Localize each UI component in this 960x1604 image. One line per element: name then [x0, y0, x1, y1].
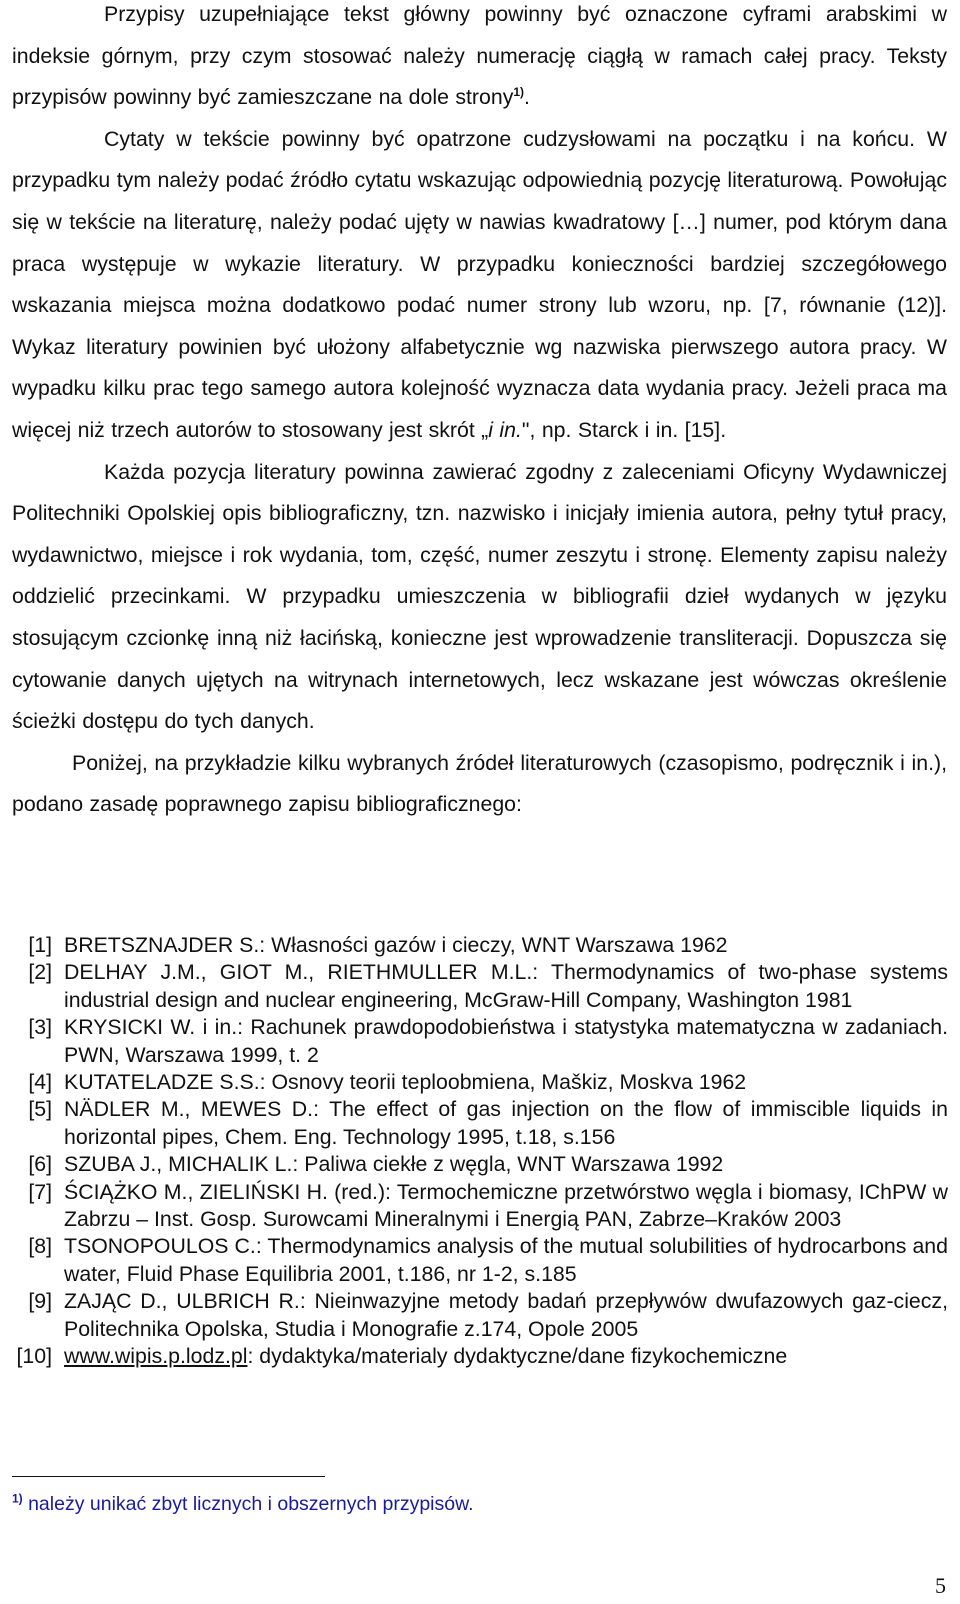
- reference-text: DELHAY J.M., GIOT M., RIETHMULLER M.L.: Thermodynamics of two-phase systems industrial design and nuclear engineering, McGraw-Hill Company, Washington 1981: [64, 960, 948, 1012]
- paragraph-footnotes: Przypisy uzupełniające tekst główny powinny być oznaczone cyframi arabskimi w indeksie górnym, przy czym stosować należy numerację ciągłą w ramach całej pracy. Teksty przypisów powinny być zamieszczane na dole strony$^{1)}$.: [12, 2, 947, 110]
- reference-text: ŚCIĄŻKO M., ZIELIŃSKI H. (red.): Termochemiczne przetwórstwo węgla i biomasy, IChPW w Zabrzu – Inst. Gosp. Surowcami Mineralnymi i Energią PAN, Zabrze–Kraków 2003: [64, 1179, 948, 1232]
- reference-item: [0, 959, 948, 1014]
- paragraph-examples-intro: Poniżej, na przykładzie kilku wybranych źródeł literaturowych (czasopismo, podręcznik i in.), podano zasadę poprawnego zapisu bibliograficznego:: [12, 750, 947, 817]
- reference-link-description: : dydaktyka/materialy dydaktyczne/dane fizykochemiczne: [247, 1344, 788, 1369]
- reference-text: SZUBA J., MICHALIK L.: Paliwa ciekłe z węgla, WNT Warszawa 1992: [64, 1152, 724, 1177]
- footnote-separator: [12, 1476, 325, 1477]
- reference-number: [9]: [28, 1289, 52, 1314]
- footnote-text: należy unikać zbyt licznych i obszernych przypisów.: [22, 1493, 474, 1515]
- reference-number: [1]: [28, 933, 52, 957]
- reference-item: [0, 1069, 948, 1096]
- paragraph-citations: Cytaty w tekście powinny być opatrzone cudzysłowami na początku i na końcu. W przypadku tym należy podać źródło cytatu wskazując odpowiednią pozycję literaturową. Powołując się w tekście na literaturę, należy podać ujęty w nawias kwadratowy […] numer, pod którym dana praca występuje w wykazie literatury. W przypadku konieczności bardziej szczegółowego wskazania miejsca można dodatkowo podać numer strony lub wzoru, np. [7, równanie (12)]. Wykaz literatury powinien być ułożony alfabetycznie wg nazwiska pierwszego autora pracy. W wypadku kilku prac tego samego autora kolejność wyznacza data wydania pracy. Jeżeli praca ma więcej niż trzech autorów to stosowany jest skrót „i in.", np. Starck i in. [15].: [12, 126, 947, 442]
- reference-item: [0, 1179, 948, 1234]
- reference-number: [2]: [28, 960, 52, 985]
- reference-item: [0, 1151, 948, 1178]
- reference-item: [0, 1343, 948, 1370]
- reference-number: [10]: [16, 1344, 52, 1369]
- reference-link[interactable]: www.wipis.p.lodz.pl: [64, 1344, 248, 1369]
- reference-item: [0, 1096, 948, 1151]
- reference-number: [4]: [28, 1070, 52, 1095]
- reference-number: [5]: [28, 1097, 52, 1122]
- body-text: [12, 0, 947, 826]
- reference-text: TSONOPOULOS C.: Thermodynamics analysis of the mutual solubilities of hydrocarbons and water, Fluid Phase Equilibria 2001, t.186, nr 1-2, s.185: [64, 1234, 948, 1286]
- italic-abbreviation: i in.: [488, 417, 522, 442]
- footnote: [12, 1492, 474, 1516]
- reference-item: [0, 1014, 948, 1069]
- reference-list: [0, 932, 948, 1371]
- reference-item: [0, 1233, 948, 1288]
- page-number: 5: [935, 1573, 946, 1598]
- reference-number: [8]: [28, 1234, 52, 1259]
- footnote-number: 1): [12, 1491, 23, 1506]
- reference-item: [0, 932, 948, 959]
- reference-number: [3]: [28, 1015, 52, 1040]
- reference-number: [6]: [28, 1152, 52, 1177]
- reference-text: KRYSICKI W. i in.: Rachunek prawdopodobieństwa i statystyka matematyczna w zadaniach. PWN, Warszawa 1999, t. 2: [64, 1015, 948, 1067]
- reference-text: NÄDLER M., MEWES D.: The effect of gas injection on the flow of immiscible liquids in horizontal pipes, Chem. Eng. Technology 1995, t.18, s.156: [64, 1097, 948, 1149]
- reference-number: [7]: [28, 1179, 52, 1204]
- footnote-marker[interactable]: 1): [513, 85, 525, 100]
- paragraph-bibliography-rules: Każda pozycja literatury powinna zawierać zgodny z zaleceniami Oficyny Wydawniczej Politechniki Opolskiej opis bibliograficzny, tzn. nazwisko i inicjały imienia autora, pełny tytuł pracy, wydawnictwo, miejsce i rok wydania, tom, część, numer zeszytu i stronę. Elementy zapisu należy oddzielić przecinkami. W przypadku umieszczenia w bibliografii dzieł wydanych w języku stosującym czcionkę inną niż łacińską, konieczne jest wprowadzenie transliteracji. Dopuszcza się cytowanie danych ujętych na witrynach internetowych, lecz wskazane jest wówczas określenie ścieżki dostępu do tych danych.: [12, 459, 947, 734]
- reference-text: ZAJĄC D., ULBRICH R.: Nieinwazyjne metody badań przepływów dwufazowych gaz-ciecz, Politechnika Opolska, Studia i Monografie z.174, Opole 2005: [64, 1289, 948, 1341]
- reference-item: [0, 1288, 948, 1343]
- reference-text: [52, 1343, 948, 1370]
- reference-text: BRETSZNAJDER S.: Własności gazów i cieczy, WNT Warszawa 1962: [64, 933, 728, 957]
- reference-text: KUTATELADZE S.S.: Osnovy teorii teploobmiena, Maškiz, Moskva 1962: [64, 1070, 747, 1095]
